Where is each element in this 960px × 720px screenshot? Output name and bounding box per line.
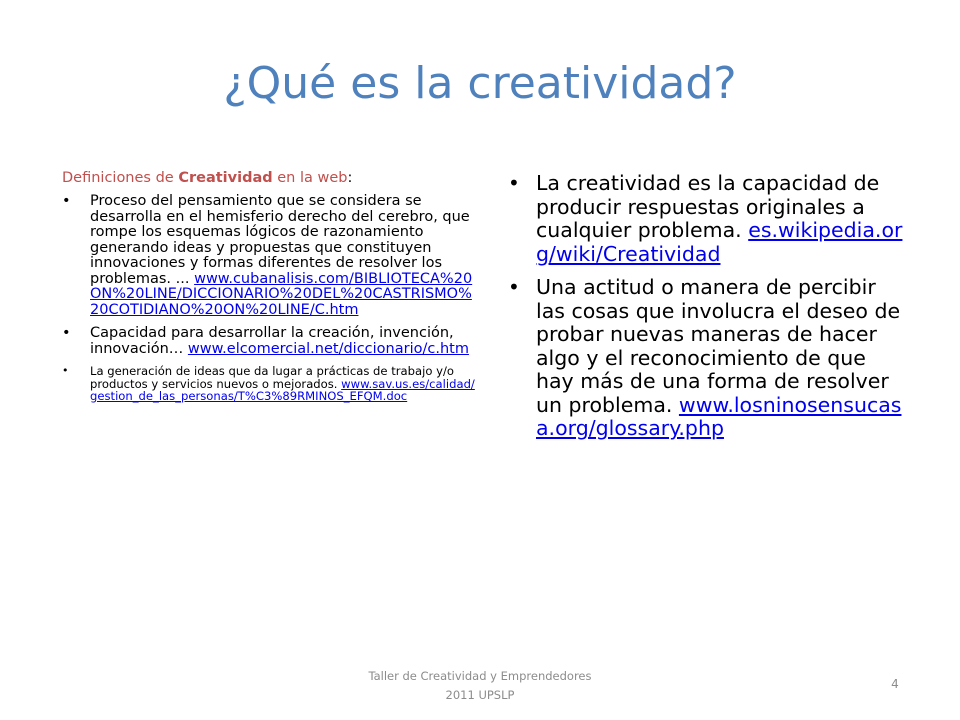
right-definition-list	[508, 172, 903, 441]
intro-suffix: en la web	[272, 170, 348, 186]
definitions-intro	[62, 170, 480, 186]
intro-colon: :	[347, 170, 353, 186]
intro-bold: Creatividad	[178, 170, 273, 186]
definition-text: Capacidad para desarrollar la creación, invención, innovación…	[90, 325, 454, 357]
left-definition-list	[62, 194, 480, 403]
source-link[interactable]: es.wikipedia.org/wiki/Creatividad	[536, 218, 903, 266]
slide-title: ¿Qué es la creatividad?	[223, 58, 737, 109]
source-link[interactable]: www.sav.us.es/calidad/gestion_de_las_personas/T%C3%89RMINOS_EFQM.doc	[90, 376, 475, 403]
list-item	[62, 326, 480, 357]
page-number: 4	[891, 677, 899, 691]
footer-line-1: Taller de Creatividad y Emprendedores	[368, 669, 592, 683]
list-item	[62, 194, 480, 318]
right-column	[508, 172, 903, 451]
slide-footer	[330, 667, 630, 705]
definition-text: La creatividad es la capacidad de producir respuestas originales a cualquier problema.	[536, 171, 880, 242]
intro-prefix: Definiciones de	[62, 170, 179, 186]
source-link[interactable]: www.losninosensucasa.org/glossary.php	[536, 392, 902, 440]
list-item	[508, 276, 903, 441]
list-item	[62, 365, 480, 403]
source-link[interactable]: www.cubanalisis.com/BIBLIOTECA%20ON%20LINE/DICCIONARIO%20DEL%20CASTRISMO%20COTIDIANO%20ON%20LINE/C.htm	[90, 270, 473, 318]
source-link[interactable]: www.elcomercial.net/diccionario/c.htm	[187, 340, 469, 357]
definition-text: Proceso del pensamiento que se considera se desarrolla en el hemisferio derecho del cerebro, que rompe los esquemas lógicos de razonamiento generando ideas y propuestas que constituyen innovaciones y formas diferentes de resolver los problemas. ...	[90, 193, 470, 287]
footer-line-2: 2011 UPSLP	[445, 688, 515, 702]
definition-text: Una actitud o manera de percibir las cosas que involucra el deseo de probar nuevas maneras de hacer algo y el reconocimiento de que hay más de una forma de resolver un problema.	[536, 275, 901, 417]
left-column	[62, 170, 480, 411]
list-item	[508, 172, 903, 266]
definition-text: La generación de ideas que da lugar a prácticas de trabajo y/o productos y servicios nuevos o mejorados.	[90, 364, 454, 391]
